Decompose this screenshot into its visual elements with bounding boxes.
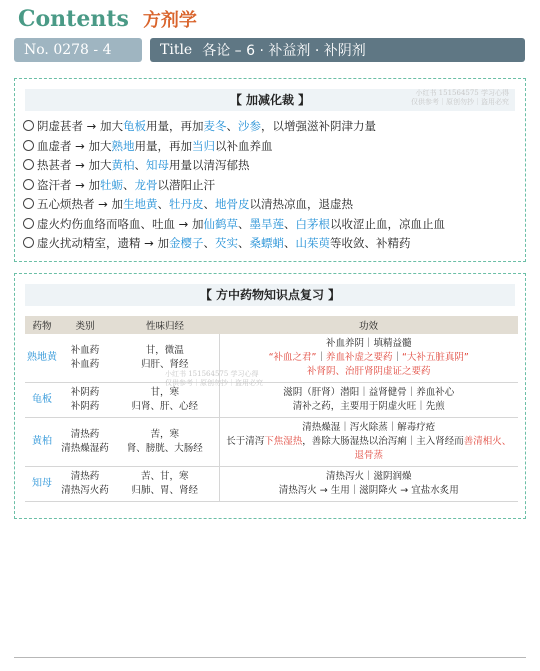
property-line: 苦，寒 — [150, 429, 179, 440]
title-en: Contents — [18, 6, 129, 32]
text-segment: 以收涩止血，凉血止血 — [329, 216, 445, 231]
list-item — [23, 117, 445, 137]
highlight-text: 补肾阴、治肝肾阴虚证之要药 — [306, 366, 431, 377]
text-segment: 热甚者 → 加大 — [37, 158, 112, 172]
highlight-text: 龙骨 — [134, 177, 158, 192]
category-line: 补血药 — [70, 345, 100, 356]
column-header: 功效 — [219, 316, 518, 334]
text-segment: 用量，再加 — [134, 138, 192, 153]
effect-line — [222, 470, 517, 484]
text-segment: ，善除大肠湿热以治泻痢｜主入肾经而 — [302, 436, 464, 447]
category-line: 清热燥湿药 — [61, 443, 109, 454]
category-line: 清热泻火药 — [61, 485, 109, 496]
property-line: 归肺、胃、肾经 — [131, 485, 198, 496]
effect-line — [222, 484, 517, 498]
text-segment: 等收敛、补精药 — [329, 236, 411, 250]
text-segment: 清热泻火 → 生用｜滋阴降火 → 宜盐水炙用 — [278, 485, 459, 496]
text-segment: 用量以清泻郁热 — [168, 158, 250, 172]
highlight-text: 龟板 — [122, 119, 146, 133]
text-segment: 五心烦热者 → 加 — [37, 197, 123, 211]
text-segment: 、 — [203, 236, 215, 250]
text-segment: 阴虚甚者 → 加大 — [37, 119, 123, 133]
effect-line — [222, 351, 517, 365]
text-segment: 以潜阳止汗 — [157, 177, 215, 192]
text-segment: 清热燥湿｜泻火除蒸｜解毒疗疮 — [302, 422, 436, 433]
section-title: 【 加减化裁 】 — [25, 89, 515, 111]
table-row — [25, 418, 518, 467]
highlight-text: 熟地 — [111, 138, 135, 153]
effect-line — [222, 421, 517, 435]
herb-name: 龟板 — [25, 383, 59, 418]
highlight-text: 地骨皮 — [214, 197, 250, 211]
text-segment: 、 — [122, 177, 135, 192]
list-item — [23, 137, 445, 157]
text-segment: 补血养阴｜填精益髓 — [325, 338, 412, 349]
property-line: 归肾、肝、心经 — [131, 401, 198, 412]
herb-property — [111, 467, 219, 502]
highlight-text: “补血之君” — [268, 352, 317, 363]
highlight-text: 桑螵蛸 — [249, 236, 284, 250]
highlight-text: 山茱萸 — [295, 236, 330, 250]
highlight-text: 黄柏 — [111, 158, 135, 172]
property-line: 苦、甘，寒 — [140, 471, 189, 482]
column-header: 类别 — [59, 316, 111, 334]
herb-category — [59, 383, 111, 418]
text-segment: 、 — [134, 158, 146, 172]
category-line: 补阴药 — [70, 401, 100, 412]
table-row — [25, 383, 518, 418]
text-segment: 虚火扰动精室，遗精 → 加 — [37, 236, 169, 250]
herb-category — [59, 467, 111, 502]
list-item — [23, 234, 445, 254]
highlight-text: 养血补虚之要药 — [325, 352, 393, 363]
herb-name: 熟地黄 — [25, 334, 59, 383]
highlight-text: 生地黄 — [122, 197, 158, 211]
text-segment: 、 — [237, 236, 250, 250]
text-segment: 以补血养血 — [214, 138, 273, 153]
text-segment: 、 — [203, 197, 215, 211]
section-title: 【 方中药物知识点复习 】 — [25, 284, 515, 306]
highlight-text: 仙鹤草 — [203, 216, 238, 231]
property-line: 甘，寒 — [150, 387, 179, 398]
highlight-text: 当归 — [191, 138, 215, 153]
herb-name: 知母 — [25, 467, 59, 502]
number-label: No. 0278 - 4 — [24, 42, 112, 58]
effect-line — [222, 386, 517, 400]
text-segment: 以清热凉血，退虚热 — [249, 197, 353, 211]
title-zh: 方剂学 — [142, 10, 197, 31]
property-line: 归肝、肾经 — [140, 359, 189, 370]
highlight-text: 牡丹皮 — [168, 197, 204, 211]
herb-category — [59, 418, 111, 467]
herb-effect — [219, 418, 518, 467]
circle-bullet-icon — [23, 140, 34, 151]
text-segment: 滋阴（肝肾）潜阳｜益肾健骨｜养血补心 — [283, 387, 455, 398]
list-item — [23, 215, 445, 235]
text-segment: 、 — [157, 197, 169, 211]
herb-effect — [219, 467, 518, 502]
table-row — [25, 467, 518, 502]
list-item — [23, 156, 445, 176]
highlight-text: 芡实 — [214, 236, 238, 250]
number-bar — [14, 38, 142, 62]
highlight-text: 善清相火、退骨蒸 — [354, 436, 512, 461]
circle-bullet-icon — [23, 179, 34, 190]
list-item — [23, 176, 445, 196]
circle-bullet-icon — [23, 218, 34, 229]
text-segment: 、 — [283, 216, 296, 231]
title-label: Title — [160, 42, 193, 58]
watermark: 小红书 151564575 学习心得 仅供参考｜原创勿抄｜盗用必究 — [165, 370, 263, 387]
effect-line — [222, 400, 517, 414]
text-segment: 、 — [237, 216, 250, 231]
highlight-text: 沙参 — [237, 119, 261, 133]
herb-name: 黄柏 — [25, 418, 59, 467]
effect-line — [222, 337, 517, 351]
text-segment: 盗汗者 → 加 — [37, 177, 100, 192]
highlight-text: 下焦湿热 — [264, 436, 303, 447]
text-segment: 血虚者 → 加大 — [37, 138, 112, 153]
list-item — [23, 195, 445, 215]
herb-effect — [219, 383, 518, 418]
highlight-text: 牡蛎 — [99, 177, 123, 192]
text-segment: ｜ — [392, 352, 403, 363]
text-segment: 虚火灼伤血络而咯血、吐血 → 加 — [37, 216, 204, 231]
watermark: 小红书 151564575 学习心得 仅供参考｜原创勿抄｜盗用必究 — [411, 89, 509, 106]
text-segment: 清补之药，主要用于阴虚火旺｜先煎 — [292, 401, 445, 412]
property-line: 甘，微温 — [145, 345, 184, 356]
effect-line — [222, 435, 517, 463]
circle-bullet-icon — [23, 159, 34, 170]
herb-effect — [219, 334, 518, 383]
category-line: 补阴药 — [70, 387, 100, 398]
text-segment: ｜ — [316, 352, 326, 363]
text-segment: 、 — [283, 236, 296, 250]
highlight-text: 知母 — [145, 158, 169, 172]
table-header-row — [25, 316, 518, 334]
text-segment: 长于清泻 — [226, 436, 265, 447]
circle-bullet-icon — [23, 198, 34, 209]
footer-rule — [14, 657, 526, 658]
text-segment: 清热泻火｜滋阴润燥 — [325, 471, 412, 482]
highlight-text: 麦冬 — [203, 119, 227, 133]
property-line: 肾、膀胱、大肠经 — [126, 443, 203, 454]
column-header: 药物 — [25, 316, 59, 334]
category-line: 清热药 — [70, 471, 100, 482]
category-line: 补血药 — [70, 359, 100, 370]
herb-property — [111, 418, 219, 467]
highlight-text: “大补五脏真阴” — [402, 352, 469, 363]
column-header: 性味归经 — [111, 316, 219, 334]
herb-review-section — [14, 273, 526, 519]
title-text: 各论 – 6 · 补益剂 · 补阴剂 — [202, 43, 366, 59]
circle-bullet-icon — [23, 120, 34, 131]
highlight-text: 白茅根 — [295, 216, 330, 231]
highlight-text: 金樱子 — [168, 236, 204, 250]
title-bar — [150, 38, 525, 62]
highlight-text: 墨旱莲 — [249, 216, 284, 231]
text-segment: 、 — [226, 119, 238, 133]
modification-list — [23, 117, 445, 254]
effect-line — [222, 365, 517, 379]
modification-section — [14, 78, 526, 262]
herb-table — [25, 316, 518, 502]
text-segment: ，以增强滋补阴津力量 — [260, 119, 376, 133]
category-line: 清热药 — [70, 429, 100, 440]
text-segment: 用量，再加 — [145, 119, 204, 133]
herb-category — [59, 334, 111, 383]
circle-bullet-icon — [23, 237, 34, 248]
page-header — [18, 6, 197, 36]
table-row — [25, 334, 518, 383]
